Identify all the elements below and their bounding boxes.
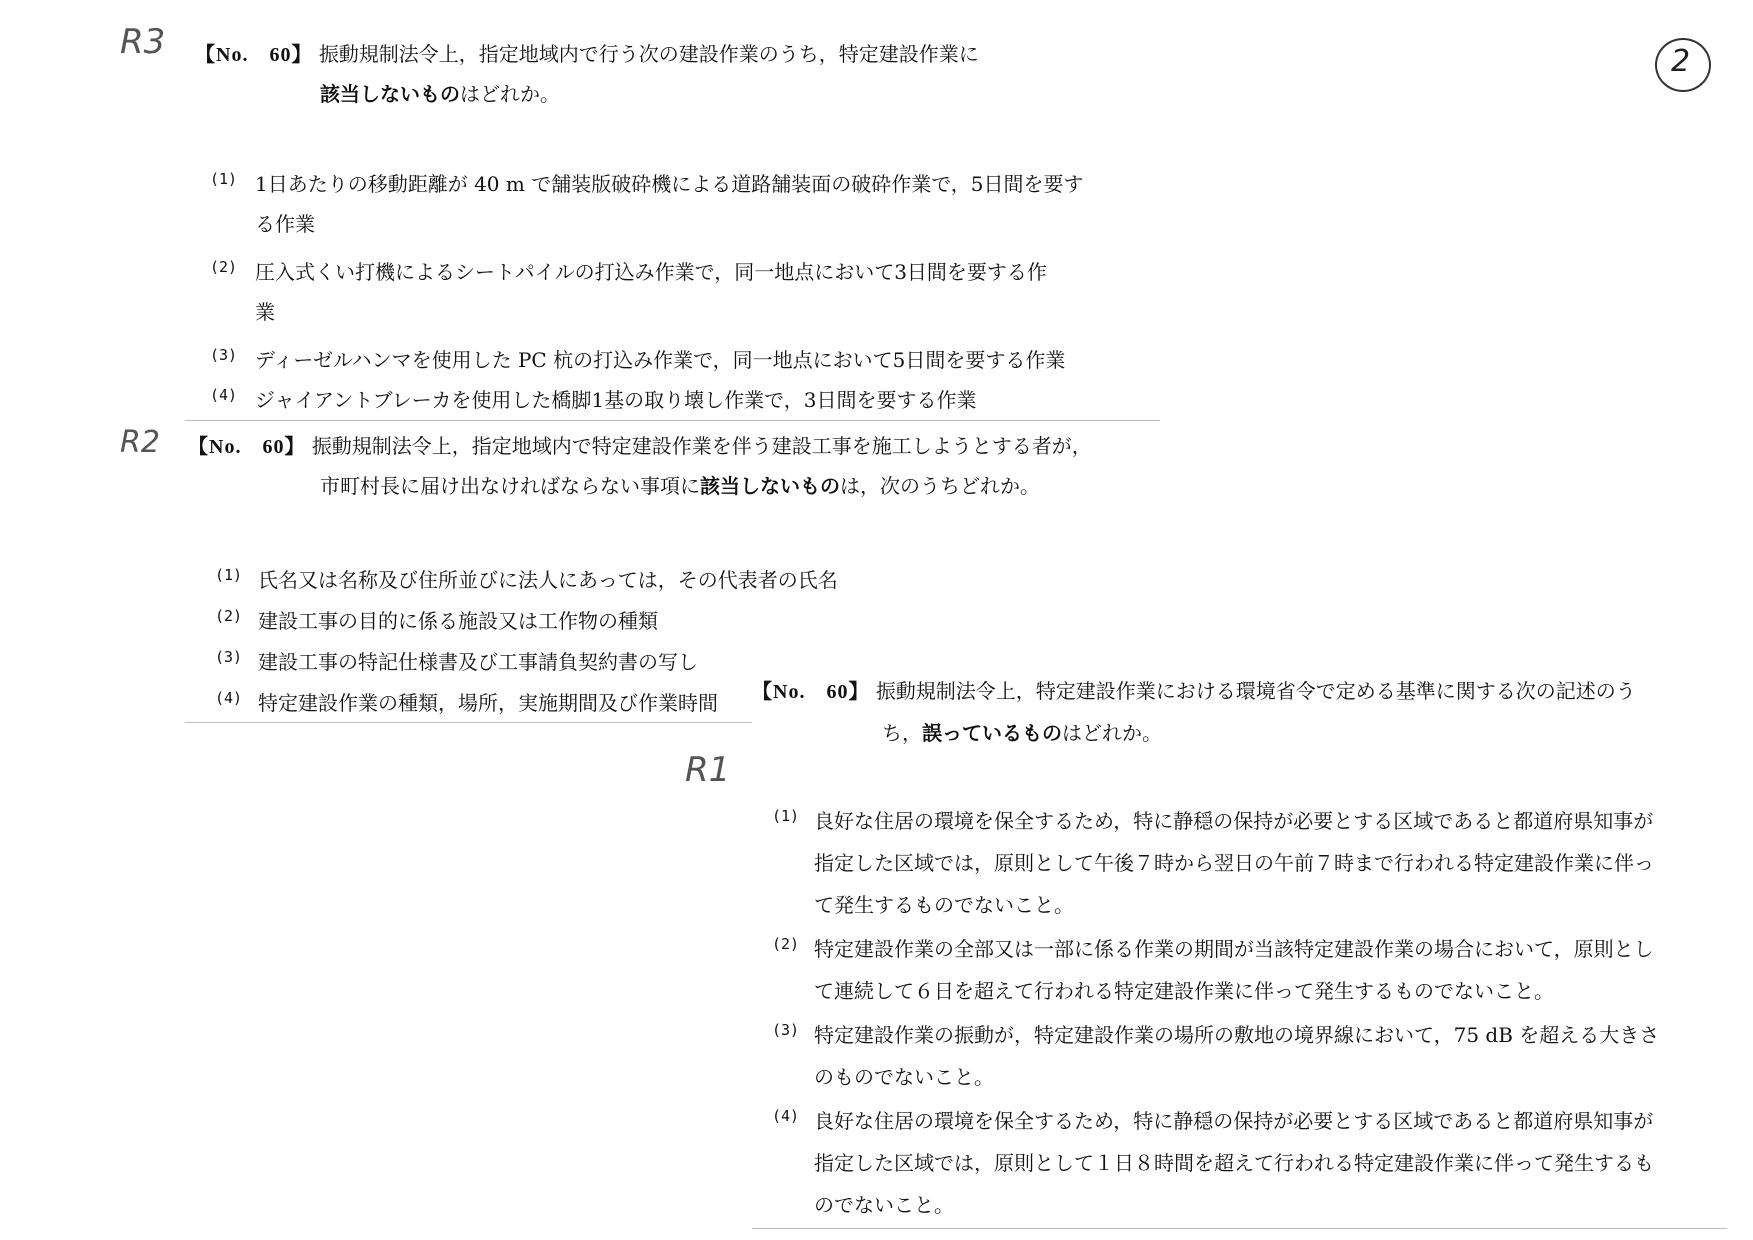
option-number: (4) — [210, 386, 238, 404]
question-number: 【No. 60】 — [195, 44, 313, 66]
page-number: 2 — [1671, 44, 1691, 79]
divider — [752, 1228, 1727, 1229]
option-number: (4) — [215, 689, 243, 707]
option-text: 建設工事の目的に係る施設又は工作物の種類 — [258, 609, 658, 633]
option-text-cont: て発生するものでないこと。 — [814, 893, 1074, 917]
question-number: 【No. 60】 — [188, 436, 306, 458]
option-text: 圧入式くい打機によるシートパイルの打込み作業で，同一地点において3日間を要する作 — [255, 260, 1047, 284]
question-r1 — [752, 665, 1727, 1225]
divider — [185, 722, 755, 723]
option-text: 特定建設作業の全部又は一部に係る作業の期間が当該特定建設作業の場合において，原則とし — [814, 937, 1654, 961]
option-text-cont: のものでないこと。 — [814, 1065, 994, 1089]
emphasis: 誤っているもの — [922, 721, 1062, 745]
option-number: (3) — [772, 1021, 800, 1039]
option-number: (1) — [215, 566, 243, 584]
handwritten-r2-mark: R2 — [120, 425, 160, 460]
option-text: 特定建設作業の種類，場所，実施期間及び作業時間 — [258, 691, 718, 715]
question-r1-line2: ち，誤っているものはどれか。 — [882, 721, 1162, 745]
question-stem: 振動規制法令上，特定建設作業における環境省令で定める基準に関する次の記述のう — [875, 679, 1636, 703]
option-text: 建設工事の特記仕様書及び工事請負契約書の写し — [258, 650, 698, 674]
option-text-cont: 業 — [255, 300, 275, 324]
question-r3-line2: 該当しないものはどれか。 — [320, 82, 560, 106]
emphasis: 該当しないもの — [320, 82, 460, 106]
option-number: (2) — [215, 607, 243, 625]
handwritten-r1-mark: R1 — [685, 750, 731, 790]
question-stem: 振動規制法令上，指定地域内で特定建設作業を伴う建設工事を施工しようとする者が， — [311, 434, 1092, 458]
option-number: (2) — [210, 258, 238, 276]
question-number: 【No. 60】 — [752, 681, 870, 703]
handwritten-r3-mark: R3 — [120, 22, 166, 62]
option-number: (2) — [772, 935, 800, 953]
option-text-cont: て連続して６日を超えて行われる特定建設作業に伴って発生するものでないこと。 — [814, 979, 1554, 1003]
option-text: 良好な住居の環境を保全するため，特に静穏の保持が必要とする区域であると都道府県知事が — [814, 809, 1654, 833]
option-text-cont: のでないこと。 — [814, 1193, 954, 1217]
option-text-cont: 指定した区域では，原則として１日８時間を超えて行われる特定建設作業に伴って発生するも — [814, 1151, 1654, 1175]
option-number: (3) — [215, 648, 243, 666]
question-r3 — [185, 20, 1160, 420]
question-r2-line2: 市町村長に届け出なければならない事項に該当しないものは，次のうちどれか。 — [320, 474, 1040, 498]
option-text: 1日あたりの移動距離が 40 m で舗装版破砕機による道路舗装面の破砕作業で，5日間を要す — [255, 172, 1084, 196]
option-text: ディーゼルハンマを使用した PC 杭の打込み作業で，同一地点において5日間を要する作業 — [255, 348, 1066, 372]
emphasis: 該当しないもの — [700, 474, 840, 498]
option-text: 特定建設作業の振動が，特定建設作業の場所の敷地の境界線において，75 dB を超える大きさ — [814, 1023, 1660, 1047]
option-text: ジャイアントブレーカを使用した橋脚1基の取り壊し作業で，3日間を要する作業 — [255, 388, 977, 412]
question-r2-line1 — [188, 430, 1092, 463]
divider — [185, 420, 1160, 421]
option-number: (1) — [210, 170, 238, 188]
option-text: 良好な住居の環境を保全するため，特に静穏の保持が必要とする区域であると都道府県知事が — [814, 1109, 1654, 1133]
question-r1-line1 — [752, 675, 1636, 708]
option-text: 氏名又は名称及び住所並びに法人にあっては，その代表者の氏名 — [258, 568, 838, 592]
question-stem: 振動規制法令上，指定地域内で行う次の建設作業のうち，特定建設作業に — [318, 42, 979, 66]
option-text-cont: る作業 — [255, 212, 315, 236]
option-number: (1) — [772, 807, 800, 825]
option-text-cont: 指定した区域では，原則として午後７時から翌日の午前７時まで行われる特定建設作業に伴っ — [814, 851, 1654, 875]
question-r3-line1 — [195, 38, 979, 71]
option-number: (3) — [210, 346, 238, 364]
option-number: (4) — [772, 1107, 800, 1125]
